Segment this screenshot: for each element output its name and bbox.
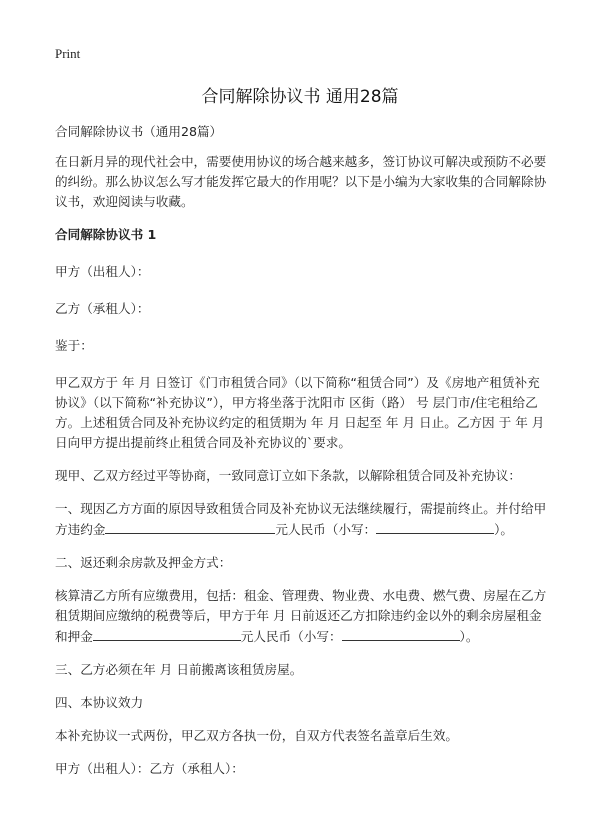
deposit-amount-blank: [93, 626, 241, 641]
deposit-amount-lowercase-blank: [342, 626, 460, 641]
page-title: 合同解除协议书 通用28篇: [201, 87, 399, 107]
clause-1-currency: 元人民币（小写：: [275, 522, 377, 537]
agreement-paragraph: 现甲、乙双方经过平等协商，一致同意订立如下条款，以解除租赁合同及补充协议：: [55, 468, 521, 483]
penalty-amount-lowercase-blank: [376, 519, 494, 534]
clause-2-heading: 二、返还剩余房款及押金方式：: [55, 555, 232, 570]
penalty-amount-blank: [105, 519, 275, 534]
clause-2-close: ）。: [459, 629, 479, 644]
clause-2-currency: 元人民币（小写：: [240, 629, 342, 644]
recital-paragraph: 甲乙双方于 年 月 日签订《门市租赁合同》（以下简称“租赁合同”）及《房地产租赁补充协议》（以下简称“补充协议”），甲方将坐落于沈阳市 区街（路） 号 层门市/住宅租给乙方。上述租赁合同及补充协议约定的租赁期为 年 月 日起至 年 月 日止。乙方因 于 年 月 日向甲方提出提前终止租赁合同及补充协议的`要求。: [55, 375, 545, 450]
clause-4-heading: 四、本协议效力: [55, 695, 144, 710]
clause-1-text: 一、现因乙方方面的原因导致租赁合同及补充协议无法继续履行，需提前终止。并付给甲方违约金: [55, 501, 547, 537]
document-body: [55, 122, 547, 779]
clause-2-text: 核算清乙方所有应缴费用，包括：租金、管理费、物业费、水电费、燃气费、房屋在乙方租赁期间应缴纳的税费等后，甲方于年 月 日前返还乙方扣除违约金以外的剩余房屋租金和押金: [55, 588, 547, 644]
signature-line: 甲方（出租人）：乙方（承租人）：: [55, 761, 244, 776]
party-a-line: 甲方（出租人）：: [55, 264, 150, 279]
clause-1-close: ）。: [494, 522, 514, 537]
intro-paragraph: 在日新月异的现代社会中，需要使用协议的场合越来越多，签订协议可解决或预防不必要的纠纷。那么协议怎么写才能发挥它最大的作用呢？以下是小编为大家收集的合同解除协议书，欢迎阅读与收藏。: [55, 154, 547, 209]
document-subtitle: 合同解除协议书（通用28篇）: [55, 124, 223, 139]
clause-1: [55, 499, 547, 540]
whereas-line: 鉴于：: [55, 338, 93, 353]
section-heading: 合同解除协议书 1: [55, 227, 157, 242]
party-b-line: 乙方（承租人）：: [55, 301, 150, 316]
clause-2: [55, 586, 547, 647]
clause-3: 三、乙方必须在年 月 日前搬离该租赁房屋。: [55, 662, 303, 677]
clause-4: 本补充协议一式两份，甲乙双方各执一份，自双方代表签名盖章后生效。: [55, 728, 458, 743]
print-link[interactable]: Print: [55, 46, 81, 61]
